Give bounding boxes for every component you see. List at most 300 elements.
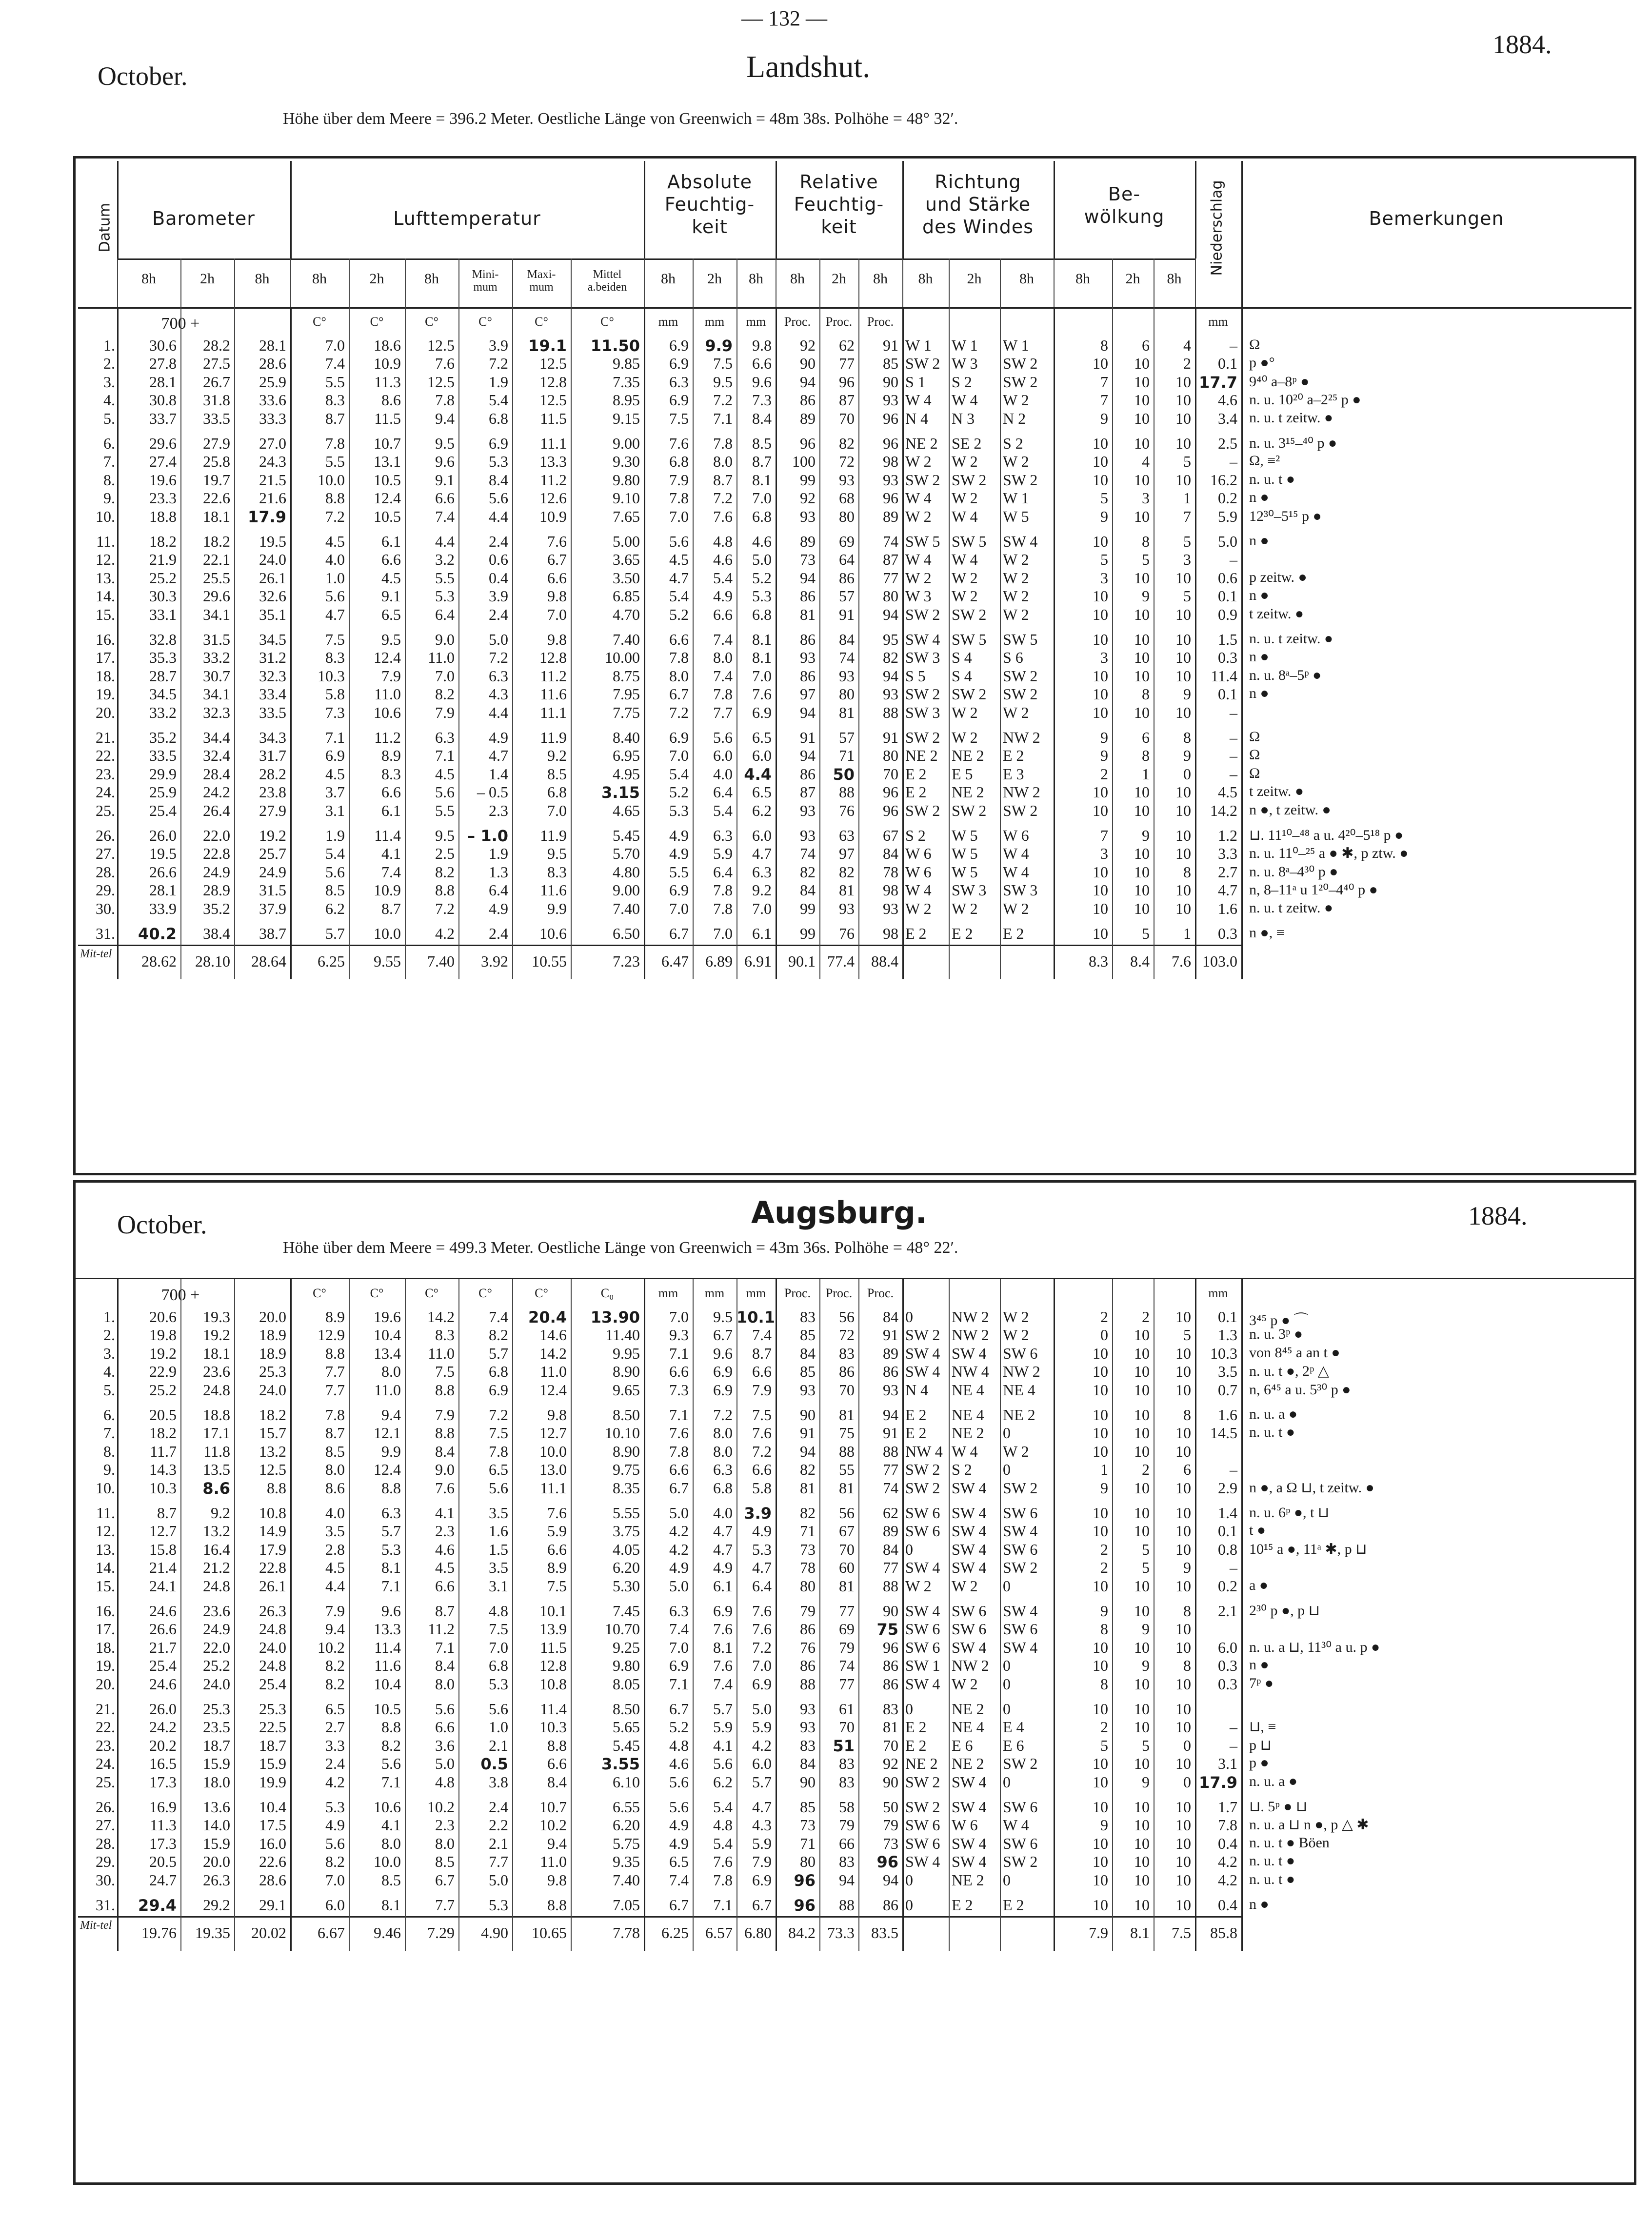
data-cell: 25.3 (259, 1700, 286, 1718)
data-cell: 25.7 (259, 845, 286, 863)
data-cell: 10 (1093, 783, 1108, 801)
data-cell: SW 6 (952, 1602, 987, 1620)
data-cell: 8.1 (381, 1896, 401, 1914)
mean-cell: 85.8 (1210, 1924, 1237, 1942)
data-cell: 6.50 (613, 925, 640, 942)
column-rule (1054, 258, 1055, 307)
mean-label: Mit-tel (80, 948, 112, 961)
data-cell: W 3 (905, 587, 932, 605)
data-cell: 8.1 (713, 1638, 733, 1656)
data-cell: 10 (1175, 845, 1191, 863)
data-cell: 33.5 (203, 409, 230, 427)
column-rule (644, 161, 645, 258)
data-cell: 9.4 (547, 1834, 567, 1852)
data-cell: 28.7 (149, 667, 177, 685)
mean-cell: 7.40 (427, 952, 455, 970)
column-rule (458, 258, 459, 307)
data-cell: 12.8 (539, 373, 567, 391)
data-cell: 24.3 (259, 453, 286, 471)
data-cell: 2 (1100, 1559, 1108, 1577)
data-cell: – (1230, 703, 1237, 721)
data-cell: 13.3 (539, 453, 567, 471)
data-cell: 10 (1093, 1798, 1108, 1816)
data-cell: 6.9 (752, 1871, 772, 1889)
data-cell: 7.45 (613, 1602, 640, 1620)
data-cell: 10 (1175, 1816, 1191, 1834)
data-cell: 33.6 (259, 391, 286, 409)
data-cell: 7.6 (713, 507, 733, 525)
remark: Ω (1249, 765, 1260, 781)
column-rule (234, 258, 235, 307)
data-cell: S 2 (952, 373, 972, 391)
column-rule (512, 258, 513, 307)
data-cell: 4.1 (381, 845, 401, 863)
data-cell: 30.7 (203, 667, 230, 685)
data-cell: 80 (839, 685, 855, 703)
data-cell: 9 (1142, 1773, 1150, 1791)
data-cell: 31.2 (259, 649, 286, 667)
data-cell: 7.0 (669, 507, 689, 525)
data-cell: 96 (839, 373, 855, 391)
remark: n ● (1249, 489, 1269, 506)
hour-label: 8h (749, 271, 763, 287)
data-cell: 7.9 (435, 703, 455, 721)
day-number: 19. (96, 685, 115, 703)
column-rule (1000, 1279, 1001, 1951)
data-cell: – (1230, 1559, 1237, 1577)
data-cell: 6.1 (381, 801, 401, 819)
data-cell: 29.4 (138, 1896, 177, 1915)
data-cell: 86 (800, 587, 816, 605)
data-cell: 6.3 (669, 373, 689, 391)
data-cell: NW 2 (952, 1326, 989, 1344)
data-cell: 89 (883, 1522, 898, 1540)
data-cell: 8.75 (613, 667, 640, 685)
column-rule (290, 258, 291, 307)
temperature-header: Lufttemperatur (393, 208, 541, 229)
data-cell: SW 2 (952, 685, 987, 703)
data-cell: 7.5 (325, 631, 345, 648)
data-cell: 2.7 (325, 1718, 345, 1736)
data-cell: 10.6 (374, 1798, 401, 1816)
data-cell: 4.9 (489, 729, 508, 746)
data-cell: 10 (1134, 1602, 1150, 1620)
data-cell: 9 (1183, 1559, 1191, 1577)
remark: n. u. t ● (1249, 1424, 1295, 1441)
data-cell: 8.0 (435, 1834, 455, 1852)
mean-cell: 7.23 (613, 952, 640, 970)
data-cell: 50 (883, 1798, 898, 1816)
column-rule (349, 307, 350, 979)
remark: 12³⁰–5¹⁵ p ● (1249, 508, 1322, 524)
day-number: 30. (96, 1871, 115, 1889)
data-cell: 10 (1175, 1620, 1191, 1638)
remark: n ● (1249, 533, 1269, 549)
data-cell: 23.3 (149, 489, 177, 507)
column-rule (1054, 161, 1055, 258)
data-cell: 74 (800, 845, 816, 863)
data-cell: 4.8 (669, 1736, 689, 1754)
data-cell: 3.5 (489, 1559, 508, 1577)
data-cell: 10 (1134, 373, 1150, 391)
data-cell: 3.6 (435, 1736, 455, 1754)
data-cell: 10 (1175, 1798, 1191, 1816)
data-cell: 12.5 (427, 337, 455, 354)
data-cell: 4.9 (669, 827, 689, 844)
data-cell: 7.1 (435, 1638, 455, 1656)
data-cell: 10 (1134, 899, 1150, 917)
day-number: 26. (96, 1798, 115, 1816)
data-cell: 38.4 (203, 925, 230, 942)
data-cell: 4.7 (752, 1798, 772, 1816)
data-cell: 66 (839, 1834, 855, 1852)
data-cell: 6.6 (381, 783, 401, 801)
data-cell: NE 2 (905, 747, 938, 765)
remark: n. u. t ● Böen (1249, 1834, 1330, 1851)
data-cell: 10 (1093, 1424, 1108, 1442)
day-number: 28. (96, 863, 115, 881)
data-cell: 10.3 (539, 1718, 567, 1736)
data-cell: 4.9 (669, 1816, 689, 1834)
column-rule (405, 1279, 406, 1951)
data-cell: 6.0 (1218, 1638, 1237, 1656)
data-cell: 21.4 (149, 1559, 177, 1577)
data-cell: 3.4 (1218, 409, 1237, 427)
data-cell: 10 (1134, 1853, 1150, 1871)
mean-cell: 20.02 (251, 1924, 286, 1942)
data-cell: 84 (883, 1540, 898, 1558)
data-cell: 0.7 (1218, 1381, 1237, 1399)
data-cell: 3.7 (325, 783, 345, 801)
data-cell: 10 (1093, 605, 1108, 623)
data-cell: 7.0 (713, 925, 733, 942)
data-cell: 9.1 (381, 587, 401, 605)
data-cell: 4.7 (669, 569, 689, 587)
data-cell: NW 4 (905, 1442, 943, 1460)
data-cell: 57 (839, 587, 855, 605)
data-cell: – (1230, 551, 1237, 569)
data-cell: 83 (839, 1344, 855, 1362)
data-cell: 7.8 (435, 391, 455, 409)
data-cell: 5.9 (713, 1718, 733, 1736)
data-cell: 8 (1183, 729, 1191, 746)
data-cell: 4.0 (325, 551, 345, 569)
column-rule (902, 1279, 904, 1951)
data-cell: 20.6 (149, 1308, 177, 1326)
mean-cell: 6.57 (705, 1924, 733, 1942)
data-cell: 9 (1100, 729, 1108, 746)
data-cell: 5.6 (669, 533, 689, 550)
data-cell: 13.4 (374, 1344, 401, 1362)
data-cell: 10 (1175, 1381, 1191, 1399)
data-cell: 2.3 (435, 1522, 455, 1540)
data-cell: 85 (883, 355, 898, 373)
data-cell: 22.8 (259, 1559, 286, 1577)
data-cell: 0.4 (1218, 1834, 1237, 1852)
data-cell: 10.7 (374, 435, 401, 452)
mean-cell: 83.5 (871, 1924, 898, 1942)
data-cell: 86 (800, 1620, 816, 1638)
data-cell: 2.8 (325, 1540, 345, 1558)
data-cell: 16.4 (203, 1540, 230, 1558)
data-cell: 3.55 (601, 1755, 640, 1774)
data-cell: W 2 (1003, 703, 1029, 721)
data-cell: 5.9 (1218, 507, 1237, 525)
data-cell: 7.8 (325, 435, 345, 452)
day-number: 28. (96, 1834, 115, 1852)
data-cell: 6.4 (435, 605, 455, 623)
data-cell: 28.2 (203, 337, 230, 354)
data-cell: 86 (883, 1896, 898, 1914)
data-cell: 13.6 (203, 1798, 230, 1816)
data-cell: 10 (1175, 801, 1191, 819)
data-cell: W 5 (952, 827, 978, 844)
data-cell: NW 2 (1003, 1363, 1040, 1381)
data-cell: 91 (800, 729, 816, 746)
data-cell: 72 (839, 453, 855, 471)
remark: n. u. 8ᵃ–5ᵖ ● (1249, 667, 1322, 683)
data-cell: SW 6 (905, 1620, 940, 1638)
data-cell: 5.65 (613, 1718, 640, 1736)
data-cell: 4.5 (435, 1559, 455, 1577)
data-cell: 2.3 (489, 801, 508, 819)
data-cell: 1.9 (489, 373, 508, 391)
data-cell: 8.7 (157, 1504, 177, 1522)
data-cell: SW 2 (1003, 355, 1038, 373)
data-cell: 4.5 (381, 569, 401, 587)
data-cell: 5.5 (325, 373, 345, 391)
data-cell: SW 2 (905, 1326, 940, 1344)
data-cell: 1.0 (489, 1718, 508, 1736)
data-cell: 9.30 (613, 453, 640, 471)
data-cell: SE 2 (952, 435, 982, 452)
remark: n ● (1249, 1657, 1269, 1673)
precip-header: Niederschlag (1208, 180, 1226, 276)
data-cell: 40.2 (138, 925, 177, 943)
data-cell: 32.6 (259, 587, 286, 605)
data-cell: 10 (1134, 1638, 1150, 1656)
mean-cell: 28.64 (251, 952, 286, 970)
remark: n ● (1249, 587, 1269, 604)
data-cell: 0.3 (1218, 1675, 1237, 1693)
data-cell: 24.2 (149, 1718, 177, 1736)
data-cell: 10.10 (605, 1424, 640, 1442)
data-cell: 10 (1093, 1853, 1108, 1871)
data-cell: 10 (1134, 1798, 1150, 1816)
data-cell: 27.4 (149, 453, 177, 471)
data-cell: 15.9 (259, 1755, 286, 1773)
data-cell: 3.1 (489, 1577, 508, 1595)
data-cell: 9.5 (435, 435, 455, 452)
data-cell: 7.9 (752, 1853, 772, 1871)
column-rule (693, 307, 694, 979)
data-cell: 79 (839, 1816, 855, 1834)
remark: ⊔. 5ᵖ ● ⊔ (1249, 1799, 1308, 1815)
data-cell: 10 (1134, 355, 1150, 373)
data-cell: 89 (800, 409, 816, 427)
data-cell: 13.1 (374, 453, 401, 471)
day-number: 24. (96, 783, 115, 801)
data-cell: 11.0 (374, 1381, 401, 1399)
day-number: 31. (96, 1896, 115, 1914)
data-cell: 4.1 (381, 1816, 401, 1834)
data-cell: 6.0 (752, 747, 772, 765)
data-cell: 94 (883, 667, 898, 685)
data-cell: 3.2 (435, 551, 455, 569)
data-cell: 10 (1093, 1755, 1108, 1773)
hour-label: 8h (1167, 271, 1182, 287)
data-cell: 7.7 (325, 1363, 345, 1381)
data-cell: 7.2 (669, 703, 689, 721)
data-cell: 81 (800, 1479, 816, 1497)
column-rule (1000, 258, 1001, 307)
data-cell: 8.1 (752, 631, 772, 648)
data-cell: 10 (1093, 1406, 1108, 1424)
data-cell: 8.6 (202, 1479, 230, 1498)
data-cell: E 2 (905, 1736, 927, 1754)
data-cell: 4.2 (669, 1540, 689, 1558)
data-cell: 80 (800, 1853, 816, 1871)
data-cell: 17.7 (1199, 373, 1237, 392)
data-cell: 0.5 (480, 1755, 508, 1774)
remark: p ●° (1249, 355, 1275, 371)
data-cell: 7.5 (435, 1363, 455, 1381)
data-cell: 82 (800, 863, 816, 881)
landshut-info: Höhe über dem Meere = 396.2 Meter. Oestliche Länge von Greenwich = 48m 38s. Polhöhe = 48° 32′. (283, 110, 958, 128)
data-cell: W 6 (952, 1816, 978, 1834)
data-cell: 2.4 (489, 533, 508, 550)
data-cell: 7.2 (713, 1406, 733, 1424)
data-cell: 11.0 (374, 685, 401, 703)
data-cell: 7.4 (713, 667, 733, 685)
data-cell: 24.2 (203, 783, 230, 801)
remark: a ● (1249, 1577, 1268, 1593)
mean-cell: 7.5 (1172, 1924, 1191, 1942)
data-cell: 93 (839, 471, 855, 489)
data-cell: 6.7 (669, 1479, 689, 1497)
data-cell: 2 (1100, 1718, 1108, 1736)
data-cell: 17.1 (203, 1424, 230, 1442)
data-cell: 86 (800, 667, 816, 685)
unit-label: C° (370, 315, 384, 329)
data-cell: 81 (839, 1479, 855, 1497)
data-cell: 10 (1093, 1442, 1108, 1460)
day-number: 11. (96, 533, 115, 550)
data-cell: 9 (1100, 1479, 1108, 1497)
data-cell: 26.6 (149, 1620, 177, 1638)
data-cell: 13.0 (539, 1461, 567, 1479)
data-cell: W 2 (1003, 899, 1029, 917)
data-cell: 4.4 (325, 1577, 345, 1595)
unit-label: C° (313, 315, 326, 329)
data-cell: 25.3 (203, 1700, 230, 1718)
data-cell: 57 (839, 729, 855, 746)
data-cell: 5.4 (325, 845, 345, 863)
data-cell: 10 (1175, 649, 1191, 667)
data-cell: 88 (883, 703, 898, 721)
data-cell: 5.45 (613, 1736, 640, 1754)
data-cell: 2.3 (435, 1816, 455, 1834)
data-cell: 7.2 (752, 1442, 772, 1460)
data-cell: 10 (1175, 783, 1191, 801)
data-cell: 7.5 (713, 355, 733, 373)
data-cell: 5.3 (752, 1540, 772, 1558)
data-cell: 7.1 (669, 1344, 689, 1362)
data-cell: 18.1 (203, 507, 230, 525)
data-cell: 58 (839, 1798, 855, 1816)
data-cell: 32.4 (203, 747, 230, 765)
data-cell: SW 2 (1003, 1559, 1038, 1577)
data-cell: NE 2 (905, 1755, 938, 1773)
data-cell: 10 (1134, 1479, 1150, 1497)
data-cell: 30.3 (149, 587, 177, 605)
mean-cell: 10.55 (532, 952, 567, 970)
data-cell: 7.9 (669, 471, 689, 489)
data-cell: 10 (1134, 507, 1150, 525)
data-cell: 7.2 (435, 899, 455, 917)
data-cell: 9 (1142, 1657, 1150, 1675)
data-cell: 4.5 (1218, 783, 1237, 801)
data-cell: 33.5 (149, 747, 177, 765)
data-cell: 7.4 (381, 863, 401, 881)
data-cell: 8.3 (381, 765, 401, 783)
data-cell: 6.6 (435, 489, 455, 507)
mean-cell: 9.46 (374, 1924, 401, 1942)
data-cell: 2 (1142, 1308, 1150, 1326)
data-cell: 10 (1175, 605, 1191, 623)
data-cell: 2.5 (1218, 435, 1237, 452)
data-cell: 6.6 (435, 1577, 455, 1595)
unit-label: mm (746, 315, 766, 329)
remark: n. u. 10²⁰ a–2²⁵ p ● (1249, 392, 1361, 408)
data-cell: W 1 (952, 337, 978, 354)
data-cell: 85 (800, 1363, 816, 1381)
data-cell: 8.9 (381, 747, 401, 765)
data-cell: 22.6 (203, 489, 230, 507)
data-cell: 10 (1093, 1773, 1108, 1791)
data-cell: 5 (1183, 453, 1191, 471)
data-cell: 8.4 (547, 1773, 567, 1791)
data-cell: W 4 (905, 391, 932, 409)
data-cell: 7.8 (489, 1442, 508, 1460)
data-cell: 4.65 (613, 801, 640, 819)
data-cell: 5.4 (489, 391, 508, 409)
day-number: 25. (96, 1773, 115, 1791)
data-cell: 14.2 (1210, 801, 1237, 819)
data-cell: 8.8 (435, 881, 455, 899)
mean-cell: 88.4 (871, 952, 898, 970)
hour-label: 2h (967, 271, 982, 287)
data-cell: 0.1 (1218, 685, 1237, 703)
data-cell: 94 (839, 1871, 855, 1889)
data-cell: 10.3 (1210, 1344, 1237, 1362)
data-cell: – 0.5 (477, 783, 508, 801)
data-cell: 10 (1134, 1326, 1150, 1344)
data-cell: 62 (883, 1504, 898, 1522)
data-cell: – (1230, 453, 1237, 471)
data-cell: 0.1 (1218, 1308, 1237, 1326)
data-cell: SW 4 (952, 1344, 987, 1362)
data-cell: 73 (800, 1816, 816, 1834)
data-cell: W 5 (952, 863, 978, 881)
data-cell: 25.4 (149, 1657, 177, 1675)
data-cell: 6.3 (752, 863, 772, 881)
data-cell: 17.9 (248, 507, 286, 526)
data-cell: 6.3 (713, 827, 733, 844)
column-rule (571, 307, 572, 979)
data-cell: 7.8 (713, 435, 733, 452)
data-cell: 7.0 (752, 899, 772, 917)
